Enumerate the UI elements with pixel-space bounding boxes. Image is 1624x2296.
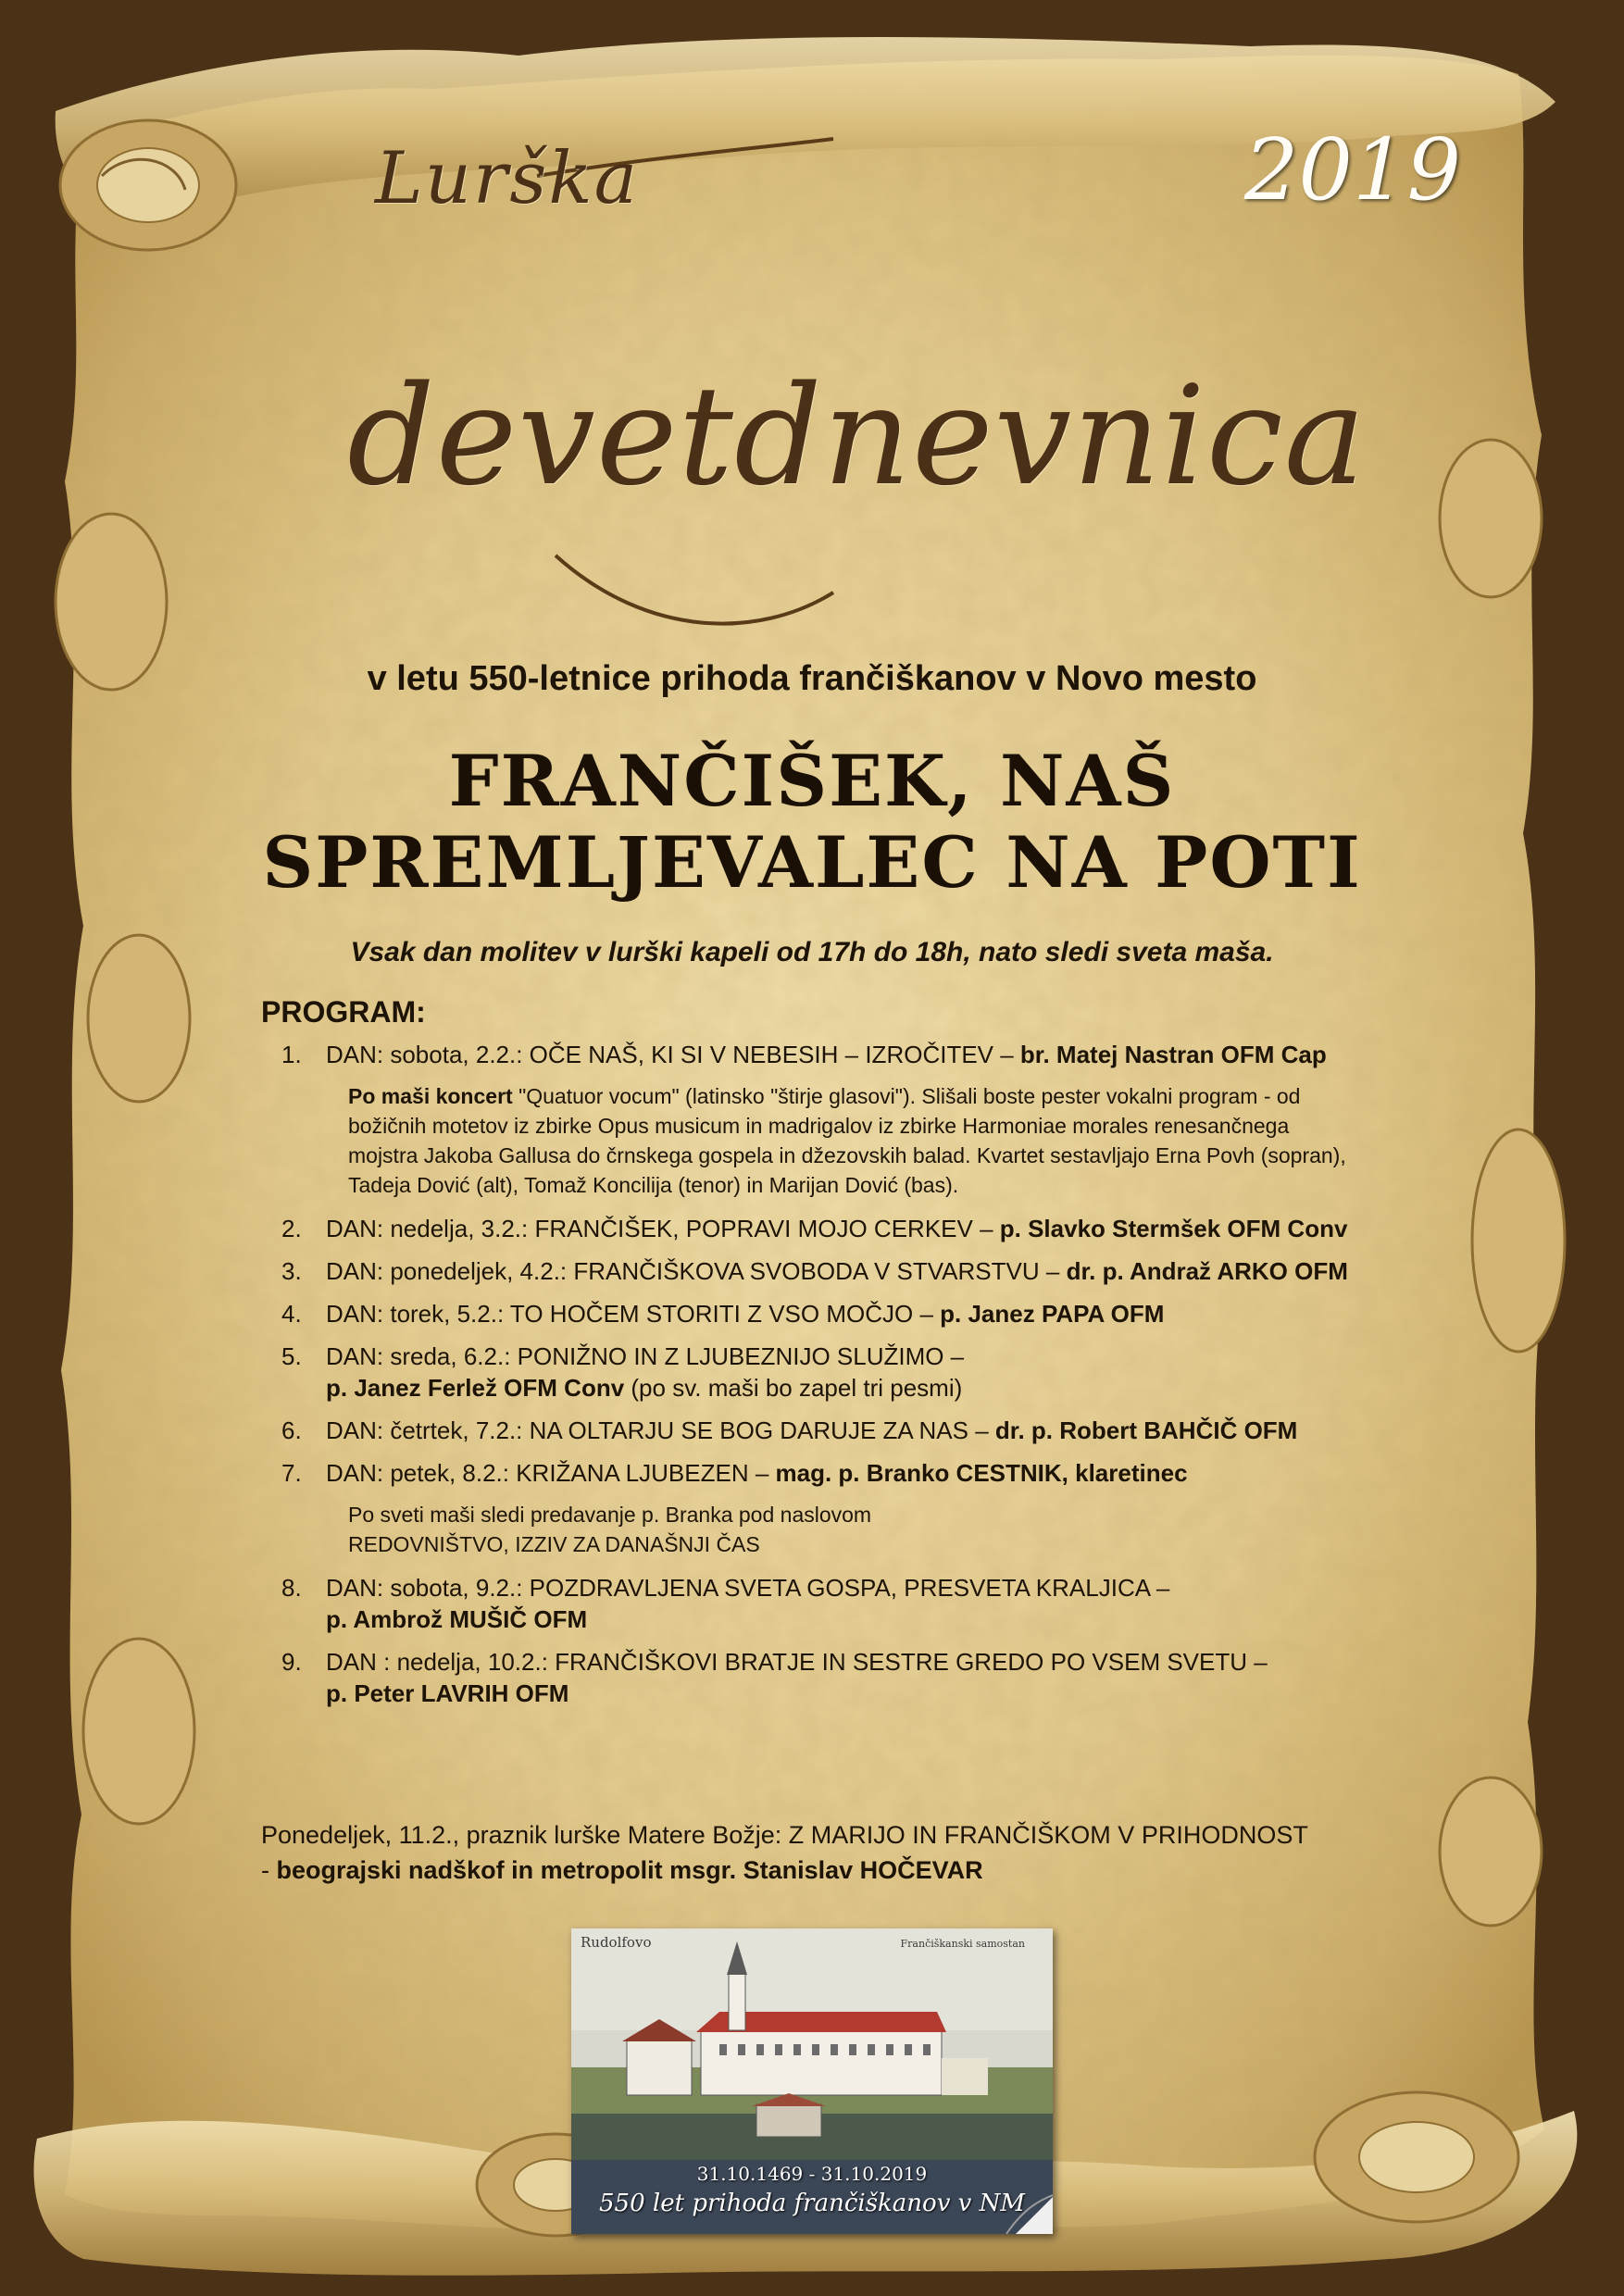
item-speaker: br. Matej Nastran OFM Cap (1019, 1041, 1327, 1068)
item-text: DAN: ponedeljek, 4.2.: FRANČIŠKOVA SVOBODA V STVARSTVU – (326, 1257, 1067, 1285)
program-item-3 (270, 1255, 1363, 1287)
program-heading: PROGRAM: (261, 995, 426, 1029)
program-item-9 (270, 1646, 1363, 1709)
title-script-line1: Lurška (375, 137, 640, 220)
item-text: DAN: sobota, 2.2.: OČE NAŠ, KI SI V NEBESIH – IZROČITEV – (326, 1041, 1020, 1068)
lecture-note-line2: REDOVNIŠTVO, IZZIV ZA DANAŠNJI ČAS (348, 1532, 760, 1556)
concert-note-lead: Po maši koncert (348, 1084, 513, 1108)
item-number: 5. (281, 1342, 302, 1370)
subtitle: v letu 550-letnice prihoda frančiškanov v Novo mesto (367, 659, 1257, 698)
motto-line2: SPREMLJEVALEC NA POTI (262, 821, 1362, 904)
year-label: 2019 (1243, 120, 1461, 219)
program-item-7 (270, 1457, 1363, 1489)
concert-note (270, 1081, 1363, 1200)
lecture-note (270, 1500, 1363, 1559)
item-number: 9. (281, 1648, 302, 1676)
program-item-8 (270, 1572, 1363, 1635)
item-text: DAN: sreda, 6.2.: PONIŽNO IN Z LJUBEZNIJO SLUŽIMO – (326, 1342, 965, 1370)
item-speaker: p. Janez Ferlež OFM Conv (326, 1374, 625, 1402)
item-number: 6. (281, 1416, 302, 1444)
item-text: DAN: petek, 8.2.: KRIŽANA LJUBEZEN – (326, 1459, 776, 1487)
item-speaker: p. Slavko Stermšek OFM Conv (999, 1215, 1348, 1242)
program-item-4 (270, 1298, 1363, 1329)
item-text: DAN: sobota, 9.2.: POZDRAVLJENA SVETA GOSPA, PRESVETA KRALJICA – (326, 1574, 1170, 1602)
item-number: 3. (281, 1257, 302, 1285)
item-text: DAN: nedelja, 3.2.: FRANČIŠEK, POPRAVI MOJO CERKEV – (326, 1215, 1000, 1242)
item-number: 2. (281, 1215, 302, 1242)
item-speaker: dr. p. Andraž ARKO OFM (1066, 1257, 1348, 1285)
monastery-postcard-image (571, 1928, 1053, 2234)
program-list (270, 1039, 1363, 1720)
item-speaker: dr. p. Robert BAHČIČ OFM (994, 1416, 1298, 1444)
item-speaker: p. Janez PAPA OFM (940, 1300, 1165, 1328)
title-script-line2: devetdnevnica (347, 356, 1368, 516)
program-item-5 (270, 1341, 1363, 1404)
motto-line1: FRANČIŠEK, NAŠ (448, 740, 1176, 822)
program-item-6 (270, 1415, 1363, 1446)
motto-heading (0, 741, 1624, 904)
lecture-note-line1: Po sveti maši sledi predavanje p. Branka pod naslovom (348, 1503, 872, 1527)
postcard-place: Rudolfovo (581, 1934, 652, 1951)
item-number: 8. (281, 1574, 302, 1602)
item-speaker: p. Peter LAVRIH OFM (326, 1679, 569, 1707)
final-event-speaker: beograjski nadškof in metropolit msgr. Stanislav HOČEVAR (276, 1856, 983, 1884)
item-number: 7. (281, 1459, 302, 1487)
item-extra: (po sv. maši bo zapel tri pesmi) (624, 1374, 963, 1402)
item-text: DAN: torek, 5.2.: TO HOČEM STORITI Z VSO MOČJO – (326, 1300, 941, 1328)
anniversary-caption: 550 let prihoda frančiškanov v NM (599, 2190, 1025, 2217)
final-event-text: Ponedeljek, 11.2., praznik lurške Matere Božje: Z MARIJO IN FRANČIŠKOM V PRIHODNOST - (261, 1821, 1308, 1884)
daily-note: Vsak dan molitev v lurški kapeli od 17h do 18h, nato sledi sveta maša. (350, 937, 1274, 967)
program-item-1 (270, 1039, 1363, 1070)
program-item-2 (270, 1213, 1363, 1244)
item-text: DAN : nedelja, 10.2.: FRANČIŠKOVI BRATJE IN SESTRE GREDO PO VSEM SVETU – (326, 1648, 1268, 1676)
anniversary-dates: 31.10.1469 - 31.10.2019 (696, 2163, 928, 2185)
item-number: 1. (281, 1041, 302, 1068)
final-event (261, 1817, 1317, 1888)
item-speaker: mag. p. Branko CESTNIK, klaretinec (775, 1459, 1188, 1487)
postcard-caption: Frančiškanski samostan (900, 1938, 1025, 1950)
concert-note-text: "Quatuor vocum" (latinsko "štirje glasovi"). Slišali boste pester vokalni program - od božičnih motetov iz zbirke Opus musicum in madrigalov iz zbirke Harmoniae morales renesančnega mojstra Jakoba Gallusa do črnskega gospela in džezovskih balad. Kvartet sestavljajo Erna Povh (sopran), Tadeja Dović (alt), Tomaž Koncilija (tenor) in Marijan Dović (bas). (348, 1084, 1346, 1197)
monastery-illustration (571, 1928, 1053, 2234)
item-text: DAN: četrtek, 7.2.: NA OLTARJU SE BOG DARUJE ZA NAS – (326, 1416, 995, 1444)
item-number: 4. (281, 1300, 302, 1328)
item-speaker: p. Ambrož MUŠIČ OFM (326, 1605, 588, 1633)
